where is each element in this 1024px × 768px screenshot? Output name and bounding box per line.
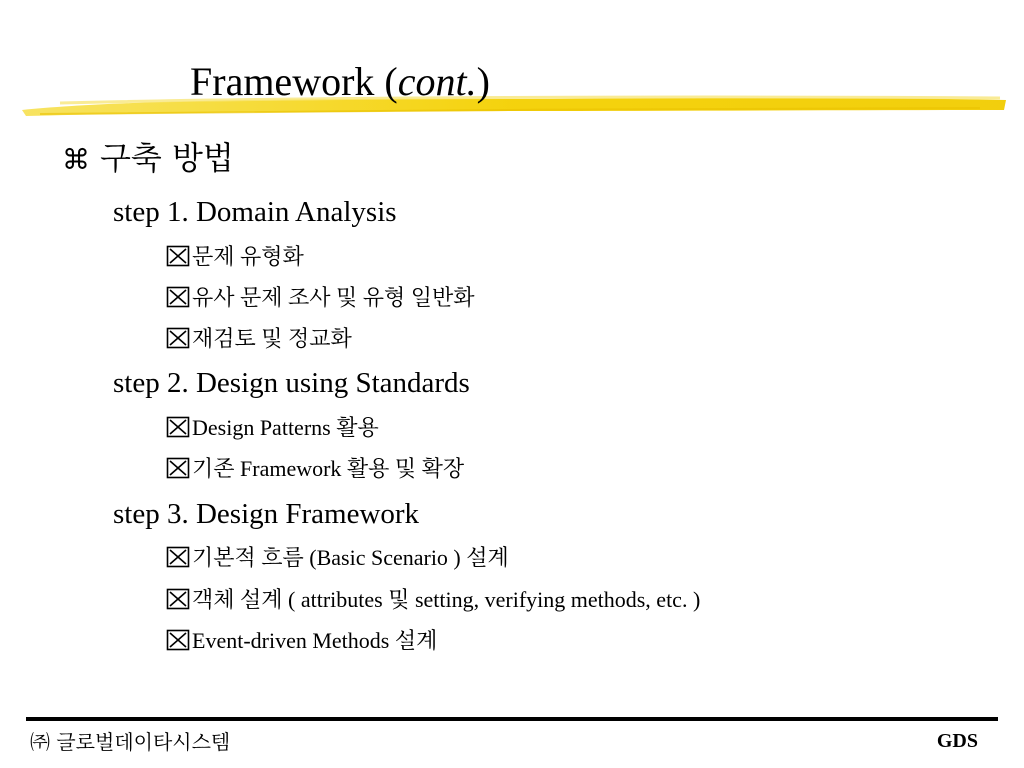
heading-bullet-row xyxy=(62,138,234,180)
item-text: 문제 유형화 xyxy=(192,244,304,269)
checkbox-x-icon xyxy=(166,327,190,349)
list-item xyxy=(166,585,700,615)
list-item xyxy=(166,543,509,573)
checkbox-x-icon xyxy=(166,457,190,479)
checkbox-x-icon xyxy=(166,588,190,610)
item-text: 유사 문제 조사 및 유형 일반화 xyxy=(192,285,475,310)
step-1-label: step 1. Domain Analysis xyxy=(113,196,397,228)
list-item xyxy=(166,413,379,443)
checkbox-x-icon xyxy=(166,546,190,568)
footer-divider xyxy=(26,717,998,721)
item-text: 기본적 흐름 (Basic Scenario ) 설계 xyxy=(192,545,509,570)
footer-company: ㈜ 글로벌데이타시스템 xyxy=(30,730,231,754)
slide-title xyxy=(190,58,490,106)
title-italic: cont. xyxy=(397,59,477,104)
item-text: 재검토 및 정교화 xyxy=(192,326,352,351)
item-text: 기존 Framework 활용 및 확장 xyxy=(192,456,465,481)
footer-logo: GDS xyxy=(936,730,978,752)
step-3-label: step 3. Design Framework xyxy=(113,498,420,530)
checkbox-x-icon xyxy=(166,416,190,438)
step-2-label: step 2. Design using Standards xyxy=(113,367,470,399)
checkbox-x-icon xyxy=(166,286,190,308)
title-end: ) xyxy=(476,59,490,104)
item-text: 객체 설계 ( attributes 및 setting, verifying methods, etc. ) xyxy=(192,587,701,612)
highlighter-stroke xyxy=(0,88,1024,124)
list-item xyxy=(166,626,437,656)
list-item xyxy=(166,242,304,272)
item-text: Event-driven Methods 설계 xyxy=(192,628,438,653)
heading-text: 구축 방법 xyxy=(100,139,234,177)
list-item xyxy=(166,283,475,313)
list-item xyxy=(166,324,352,354)
title-main: Framework ( xyxy=(190,59,398,104)
checkbox-x-icon xyxy=(166,629,190,651)
command-symbol-icon: ⌘ xyxy=(62,143,90,176)
checkbox-x-icon xyxy=(166,245,190,267)
list-item xyxy=(166,454,464,484)
item-text: Design Patterns 활용 xyxy=(192,415,379,440)
